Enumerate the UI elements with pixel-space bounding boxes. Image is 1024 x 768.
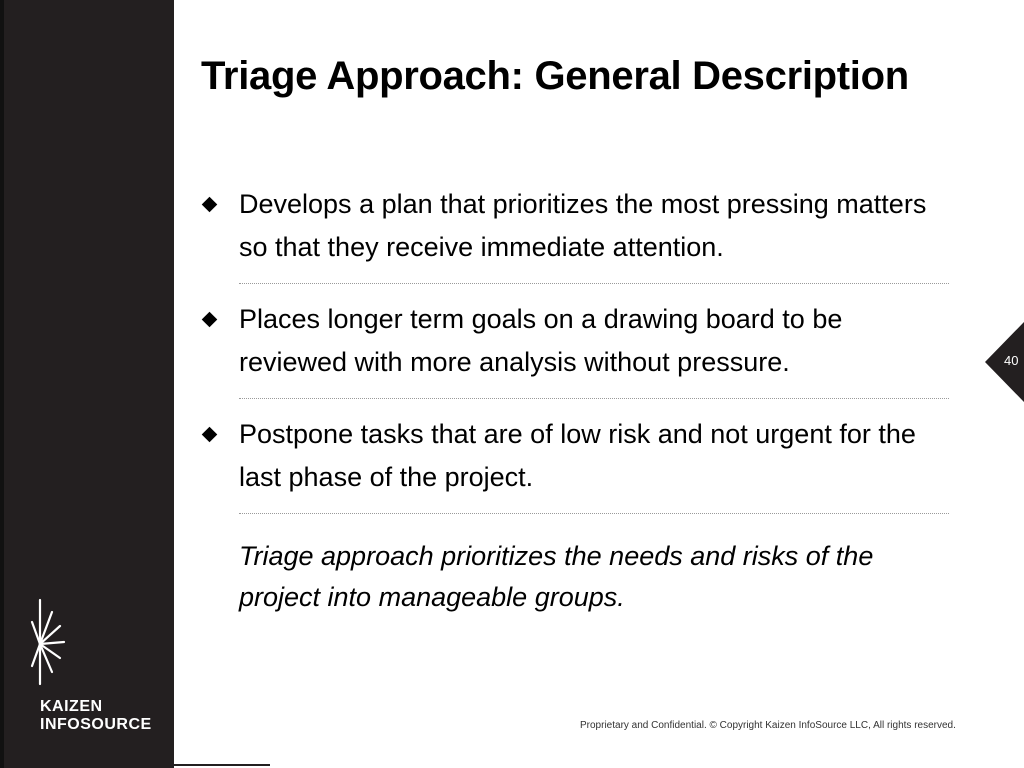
bullet-item [201,298,949,384]
diamond-bullet-icon [202,427,218,443]
dotted-separator [239,398,949,399]
bottom-rule [174,764,270,766]
brand-name-line2: INFOSOURCE [40,716,152,733]
brand-name-line1: KAIZEN [40,698,103,715]
sidebar-edge [0,0,4,768]
bullet-text: Places longer term goals on a drawing board to be reviewed with more analysis without pressure. [239,304,843,377]
diamond-bullet-icon [202,312,218,328]
dotted-separator [239,513,949,514]
page-number: 40 [1004,353,1019,368]
bullet-text: Postpone tasks that are of low risk and not urgent for the last phase of the project. [239,419,916,492]
slide-title: Triage Approach: General Description [201,54,909,98]
summary-note: Triage approach prioritizes the needs and risks of the project into manageable groups. [239,541,874,612]
starburst-icon [22,592,78,692]
bullet-item [201,183,949,269]
slide-content [201,183,949,618]
brand-sidebar [0,0,174,768]
bullet-item [201,413,949,499]
bullet-text: Develops a plan that prioritizes the most pressing matters so that they receive immediate attention. [239,189,927,262]
diamond-bullet-icon [202,197,218,213]
dotted-separator [239,283,949,284]
footer-copyright: Proprietary and Confidential. © Copyright Kaizen InfoSource LLC, All rights reserved. [580,720,956,731]
